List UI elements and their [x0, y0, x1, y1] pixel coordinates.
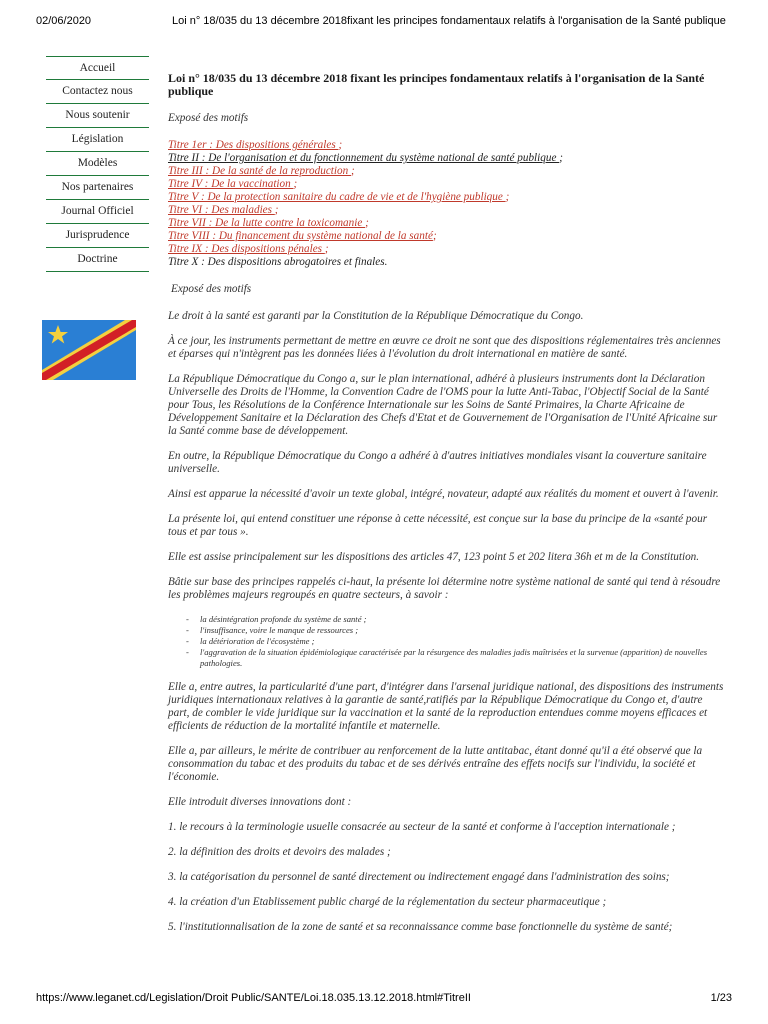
toc-sep: ; — [324, 243, 329, 255]
paragraph: Elle introduit diverses innovations dont : — [168, 796, 352, 808]
toc-link-titre-2[interactable]: Titre II : De l'organisation et du fonctionnement du système national de santé publique — [168, 152, 560, 164]
paragraph: À ce jour, les instruments permettant de mettre en œuvre ce droit ne sont que des dispositions réglementaires très anciennes et éparses qui n'intègrent pas les données liées à l'évolution du droit international en matière de santé. — [168, 335, 721, 360]
toc-row-7 — [168, 217, 724, 230]
print-date: 02/06/2020 — [36, 15, 92, 27]
toc-link-titre-5[interactable]: Titre V : De la protection sanitaire du cadre de vie et de l'hygiène publique — [168, 191, 506, 203]
paragraph: Elle est assise principalement sur les dispositions des articles 47, 123 point 5 et 202 litera 36h et m de la Constitution. — [168, 551, 700, 563]
nav-item-accueil[interactable]: Accueil — [46, 56, 149, 80]
paragraph: Ainsi est apparue la nécessité d'avoir un texte global, intégré, novateur, adapté aux réalités du moment et ouvert à l'avenir. — [168, 488, 719, 500]
toc-sep: ; — [505, 191, 510, 203]
list-item: - la détérioration de l'écosystème ; — [186, 636, 724, 647]
paragraph: La présente loi, qui entend constituer une réponse à cette nécessité, est conçue sur la base du principe de la «santé pour tous et par tous ». — [168, 513, 708, 538]
nav-item-jurisprudence[interactable]: Jurisprudence — [46, 224, 149, 248]
nav-item-support[interactable]: Nous soutenir — [46, 104, 149, 128]
print-footer — [36, 992, 732, 1008]
sector-list — [168, 614, 724, 669]
toc-link-titre-3[interactable]: Titre III : De la santé de la reproduction — [168, 165, 352, 177]
innovation-item: 1. le recours à la terminologie usuelle consacrée au secteur de la santé et conforme à l'acception internationale ; — [168, 821, 676, 833]
paragraph: Elle a, par ailleurs, le mérite de contribuer au renforcement de la lutte antitabac, étant donné qu'il a été observé que la consommation du tabac et des produits du tabac et de ses dérivés entraîne des effets nocifs sur l'individu, la société et l'économie. — [168, 745, 703, 783]
paragraph: En outre, la République Démocratique du Congo a adhéré à d'autres initiatives mondiales visant la couverture sanitaire universelle. — [168, 450, 707, 475]
print-title: Loi n° 18/035 du 13 décembre 2018fixant les principes fondamentaux relatifs à l'organisation de la Santé publique — [172, 15, 726, 27]
toc-row-4 — [168, 178, 724, 191]
toc-sep: ; — [274, 204, 279, 216]
toc-link-titre-6[interactable]: Titre VI : Des maladies — [168, 204, 275, 216]
print-header — [36, 15, 756, 31]
toc-row-1 — [168, 139, 724, 152]
toc-row-5 — [168, 191, 724, 204]
list-item: - l'aggravation de la situation épidémiologique caractérisée par la résurgence des maladies jadis maîtrisées et la survenue (apparition) de nouvelles pathologies. — [186, 647, 724, 669]
toc-row-2 — [168, 152, 724, 165]
toc-sep: ; — [432, 230, 437, 242]
toc-row-8 — [168, 230, 724, 243]
nav-item-partners[interactable]: Nos partenaires — [46, 176, 149, 200]
paragraph: Le droit à la santé est garanti par la Constitution de la République Démocratique du Congo. — [168, 310, 584, 322]
toc-link-titre-4[interactable]: Titre IV : De la vaccination — [168, 178, 294, 190]
document-body — [168, 72, 724, 946]
toc-sep: ; — [293, 178, 298, 190]
expose-label: Exposé des motifs — [168, 112, 249, 124]
toc-link-titre-1[interactable]: Titre 1er : Des dispositions générales — [168, 139, 339, 151]
toc-row-9 — [168, 243, 724, 256]
innovation-item: 4. la création d'un Etablissement public chargé de la réglementation du secteur pharmaceutique ; — [168, 896, 607, 908]
page-title: Loi n° 18/035 du 13 décembre 2018 fixant les principes fondamentaux relatifs à l'organisation de la Santé publique — [168, 71, 705, 98]
nav-item-journal[interactable]: Journal Officiel — [46, 200, 149, 224]
toc-link-titre-7[interactable]: Titre VII : De la lutte contre la toxicomanie — [168, 217, 366, 229]
toc-row-10 — [168, 256, 724, 269]
toc-text-titre-10: Titre X : Des dispositions abrogatoires et finales. — [168, 256, 388, 268]
toc-row-3 — [168, 165, 724, 178]
toc-sep: ; — [559, 152, 563, 164]
nav-item-models[interactable]: Modèles — [46, 152, 149, 176]
page-number: 1/23 — [710, 992, 732, 1004]
paragraph: Elle a, entre autres, la particularité d'une part, d'intégrer dans l'arsenal juridique national, des dispositions des instruments juridiques internationaux relatives à la garantie de santé,ratifiés par la République Démocratique du Congo et, d'autre part, de combler le vide juridique sur la vaccination et la santé de la reproduction entendues comme moyens efficaces et efficients de réduction de la mortalité infantile et maternelle. — [168, 681, 724, 732]
toc-link-titre-9[interactable]: Titre IX : Des dispositions pénales — [168, 243, 325, 255]
print-url: https://www.leganet.cd/Legislation/Droit Public/SANTE/Loi.18.035.13.12.2018.html#TitreII — [36, 992, 471, 1004]
list-item: - l'insuffisance, voire le manque de ressources ; — [186, 625, 724, 636]
nav-item-legislation[interactable]: Législation — [46, 128, 149, 152]
toc-link-titre-8[interactable]: Titre VIII : Du financement du système national de la santé — [168, 230, 433, 242]
innovation-item: 3. la catégorisation du personnel de santé directement ou indirectement engagé dans l'administration des soins; — [168, 871, 670, 883]
paragraph: La République Démocratique du Congo a, sur le plan international, adhéré à plusieurs instruments dont la Déclaration Universelle des Droits de l'Homme, la Convention Cadre de l'OMS pour la lutte Anti-Tabac, l'Objectif Social de la Santé pour Tous, les Résolutions de la Conférence Internationale sur les Soins de Santé Primaires, la Charte Africaine de Développement Sanitaire et la Déclaration des Chefs d'Etat et de Gouvernement de l'Organisation de l'Unité Africaine sur la Santé comme base de développement. — [168, 373, 718, 437]
toc-sep: ; — [351, 165, 355, 177]
drc-flag — [42, 320, 136, 380]
paragraph: Bâtie sur base des principes rappelés ci-haut, la présente loi détermine notre système national de santé qui tend à résoudre les problèmes majeurs regroupés en quatre secteurs, à savoir : — [168, 576, 721, 601]
toc-sep: ; — [338, 139, 343, 151]
innovation-item: 2. la définition des droits et devoirs des malades ; — [168, 846, 391, 858]
toc-sep: ; — [365, 217, 369, 229]
toc — [168, 139, 724, 269]
nav-item-contact[interactable]: Contactez nous — [46, 80, 149, 104]
nav-item-doctrine[interactable]: Doctrine — [46, 248, 149, 272]
expose-label-2: Exposé des motifs — [171, 283, 252, 295]
sidebar-nav — [46, 56, 149, 272]
toc-row-6 — [168, 204, 724, 217]
list-item: - la désintégration profonde du système de santé ; — [186, 614, 724, 625]
drc-flag-image — [42, 320, 136, 380]
innovation-item: 5. l'institutionnalisation de la zone de santé et sa reconnaissance comme base fonctionnelle du système de santé; — [168, 921, 673, 933]
